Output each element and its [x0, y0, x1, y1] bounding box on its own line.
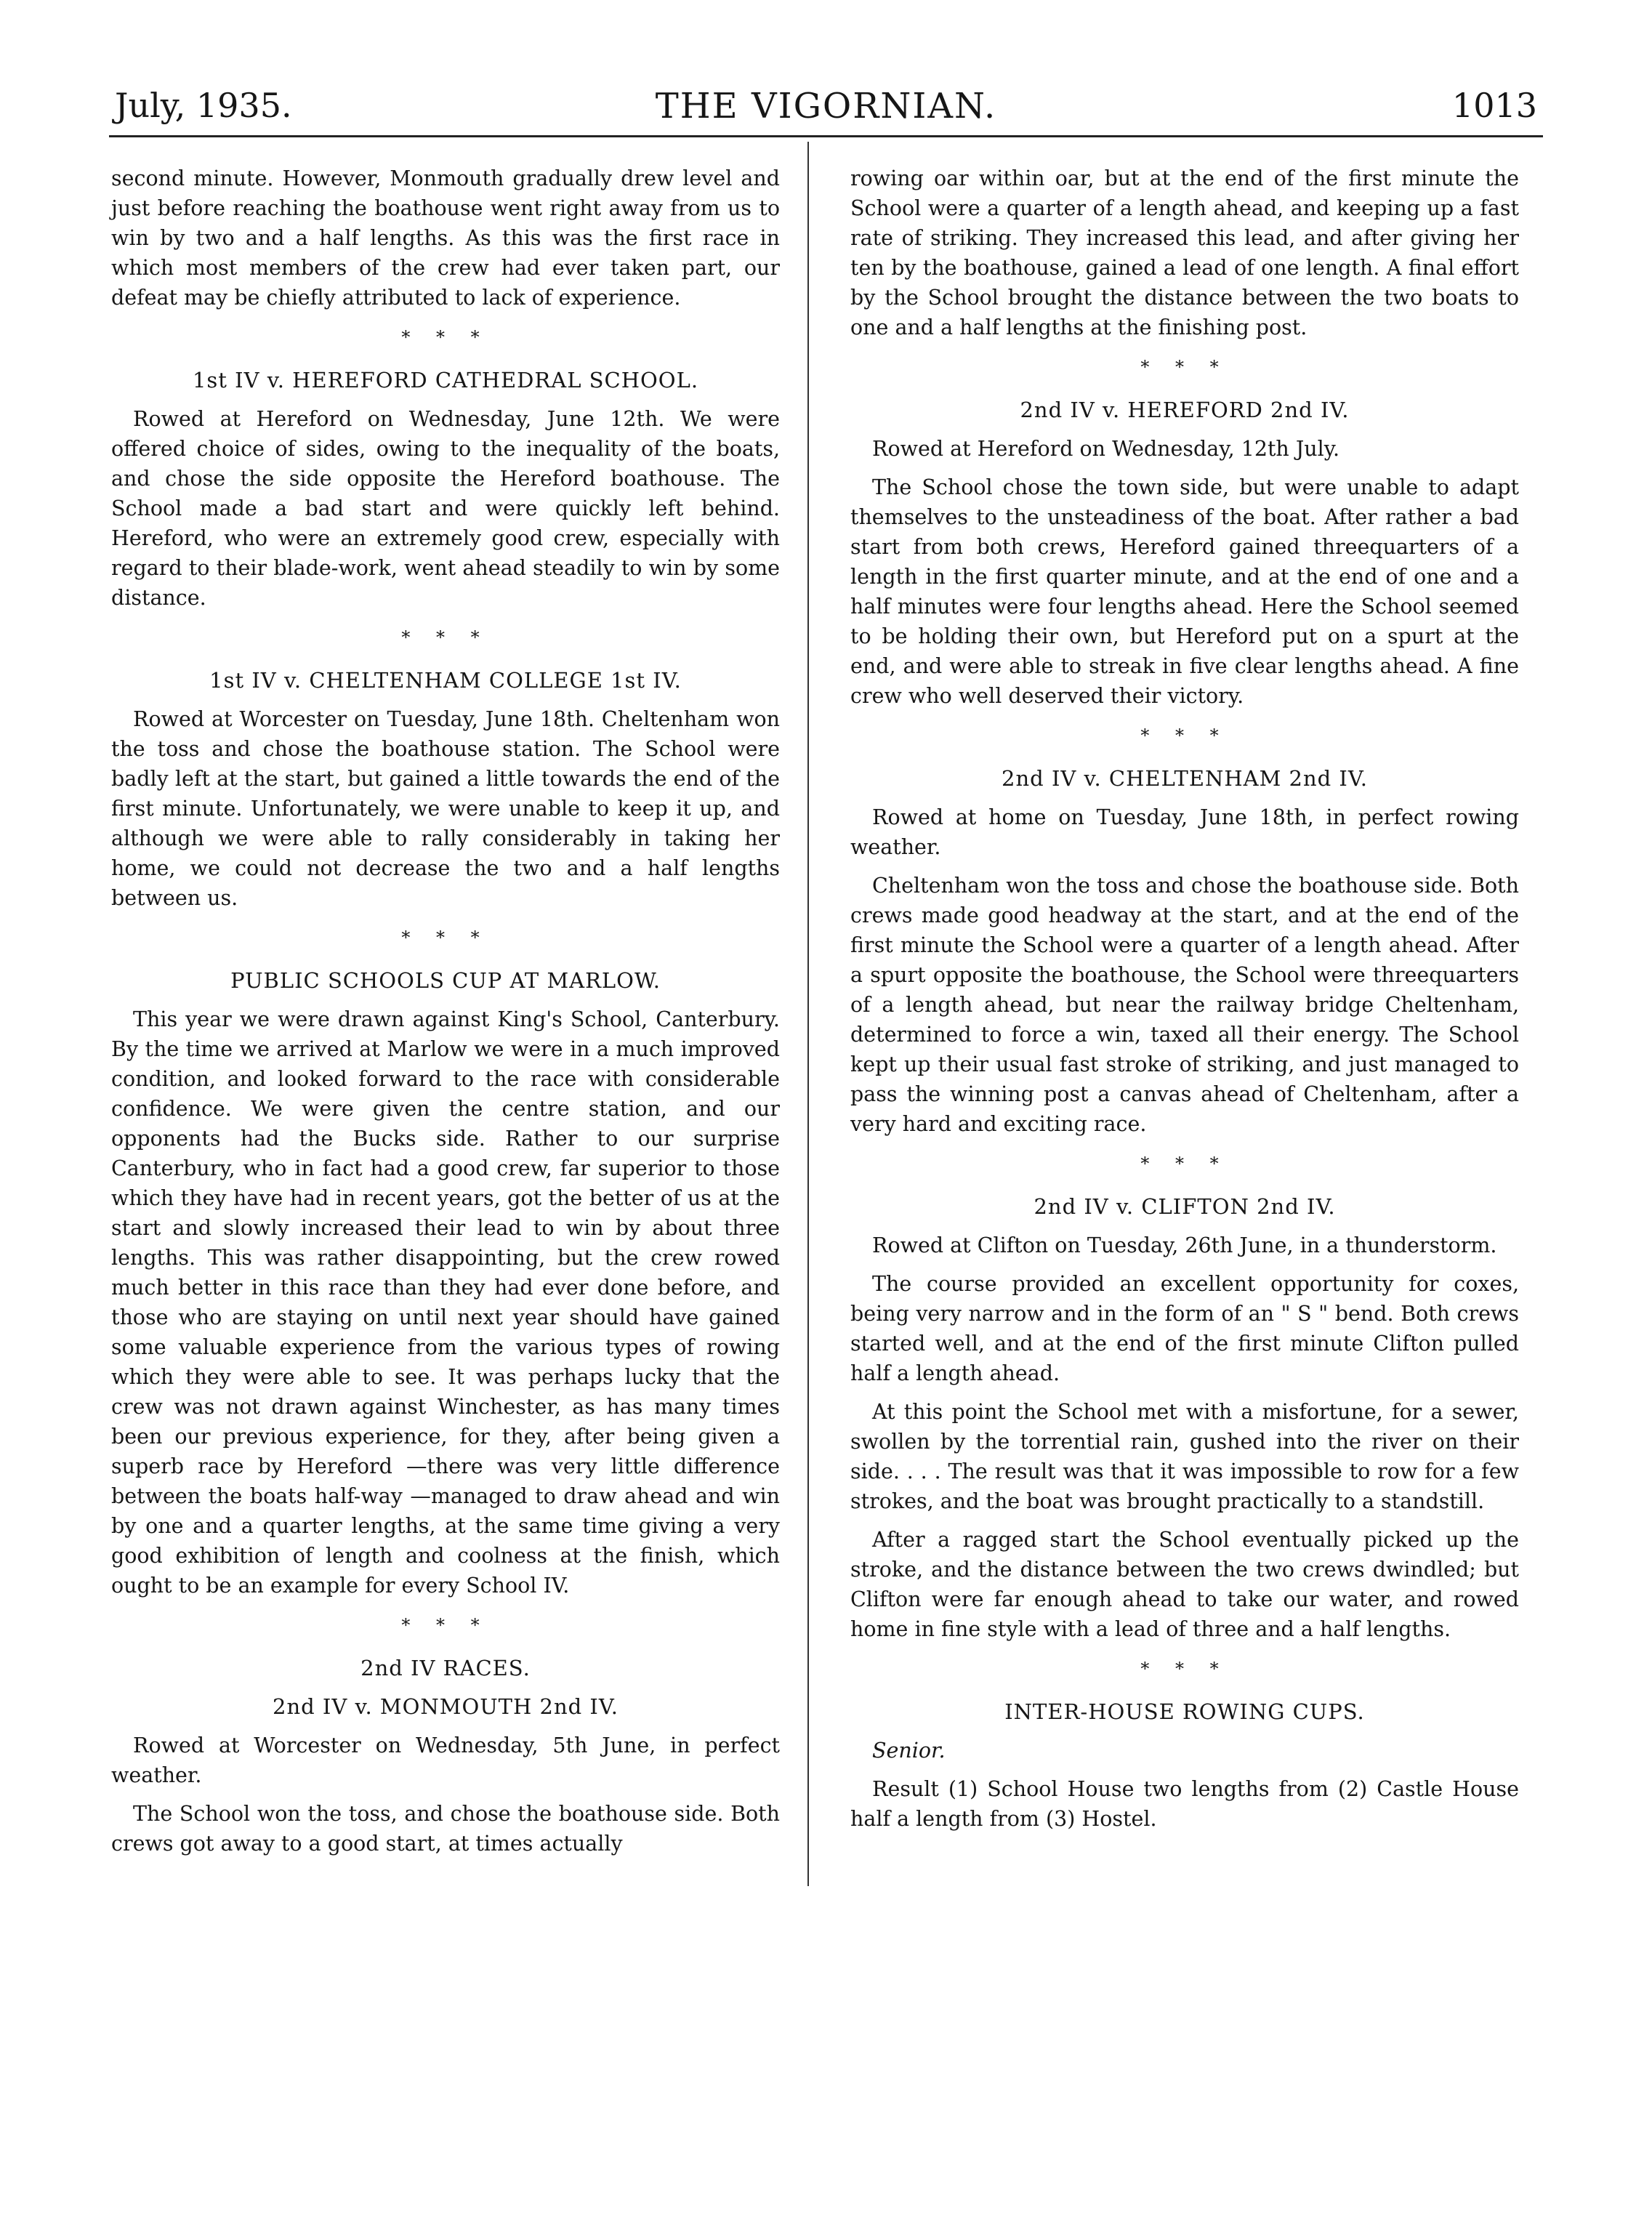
section-heading-2nd-iv-cheltenham: 2nd IV v. CHELTENHAM 2nd IV.: [1002, 766, 1368, 791]
paragraph: Rowed at Worcester on Wednesday, 5th June, in perfect weather.: [111, 1733, 780, 1787]
paragraph: The School won the toss, and chose the boathouse side. Both crews got away to a good start, at times actually: [111, 1802, 780, 1856]
paragraph: Rowed at home on Tuesday, June 18th, in perfect rowing weather.: [850, 805, 1519, 859]
running-header: [109, 86, 1543, 137]
section-heading-1st-iv-cheltenham: 1st IV v. CHELTENHAM COLLEGE 1st IV.: [209, 668, 682, 693]
paragraph: The School chose the town side, but were unable to adapt themselves to the unsteadiness of the boat. After rather a bad start from both crews, Hereford gained threequarters of a length in the first quarter minute, and at the end of one and a half minutes were four lengths ahead. Here the School seemed to be holding their own, but Hereford put on a spurt at the end, and were able to streak in five clear lengths ahead. A fine crew who well deserved their victory.: [850, 475, 1519, 708]
section-separator: * * *: [1140, 1153, 1229, 1174]
section-heading-2nd-iv-races: 2nd IV RACES.: [360, 1656, 531, 1680]
section-separator: * * *: [1140, 1659, 1229, 1679]
paragraph: Result (1) School House two lengths from (2) Castle House half a length from (3) Hostel.: [850, 1777, 1519, 1831]
section-separator: * * *: [401, 927, 490, 948]
paragraph: After a ragged start the School eventually picked up the stroke, and the distance between the two crews dwindled; but Clifton were far enough ahead to take our water, and rowed home in fine style with a lead of three and a half lengths.: [850, 1528, 1519, 1641]
left-column: [111, 164, 780, 1867]
section-separator: * * *: [1140, 357, 1229, 377]
paragraph: Cheltenham won the toss and chose the boathouse side. Both crews made good headway at the start, and at the end of the first minute the School were a quarter of a length ahead. After a spurt opposite the boathouse, the School were threequarters of a length ahead, but near the railway bridge Cheltenham, determined to force a win, taxed all their energy. The School kept up their usual fast stroke of striking, and just managed to pass the winning post a canvas ahead of Cheltenham, after a very hard and exciting race.: [850, 874, 1519, 1136]
section-separator: * * *: [401, 327, 490, 347]
section-heading-inter-house: INTER-HOUSE ROWING CUPS.: [1004, 1699, 1365, 1724]
paragraph: This year we were drawn against King's School, Canterbury. By the time we arrived at Marlow we were in a much improved condition, and looked forward to the race with considerable confidence. We were given the centre station, and our opponents had the Bucks side. Rather to our surprise Canterbury, who in fact had a good crew, far superior to those which they have had in recent years, got the better of us at the start and slowly increased their lead to win by about three lengths. This was rather disappointing, but the crew rowed much better in this race than they had ever done before, and those who are staying on until next year should have gained some valuable experience from the various types of rowing which they were able to see. It was perhaps lucky that the crew was not drawn against Winchester, as has many times been our previous experience, for they, after being given a superb race by Hereford —there was very little difference between the boats half-way —managed to draw ahead and win by one and a quarter lengths, at the same time giving a very good exhibition of length and coolness at the finish, which ought to be an example for every School IV.: [111, 1007, 780, 1598]
paragraph: Rowed at Worcester on Tuesday, June 18th. Cheltenham won the toss and chose the boathouse station. The School were badly left at the start, but gained a little towards the end of the first minute. Unfortunately, we were unable to keep it up, and although we were able to rally considerably in taking her home, we could not decrease the two and a half lengths between us.: [111, 707, 780, 910]
subheading-senior: Senior.: [872, 1739, 946, 1763]
section-separator: * * *: [1140, 725, 1229, 746]
paragraph: The course provided an excellent opportunity for coxes, being very narrow and in the form of an " S " bend. Both crews started well, and at the end of the first minute Clifton pulled half a length ahead.: [850, 1272, 1519, 1385]
issue-date: July, 1935.: [115, 86, 292, 125]
paragraph: At this point the School met with a misfortune, for a sewer, swollen by the torrential rain, gushed into the river on their side. . . . The result was that it was impossible to row for a few strokes, and the boat was brought practically to a standstill.: [850, 1400, 1519, 1513]
section-heading-2nd-iv-hereford: 2nd IV v. HEREFORD 2nd IV.: [1020, 398, 1350, 422]
page-number: 1013: [1451, 86, 1537, 125]
paragraph: Rowed at Hereford on Wednesday, 12th July.: [872, 437, 1340, 461]
section-heading-1st-iv-hereford: 1st IV v. HEREFORD CATHEDRAL SCHOOL.: [192, 368, 699, 392]
section-separator: * * *: [401, 1615, 490, 1635]
right-column: [850, 164, 1519, 1843]
paragraph: Rowed at Hereford on Wednesday, June 12th. We were offered choice of sides, owing to the inequality of the boats, and chose the side opposite the Hereford boathouse. The School made a bad start and were quickly left behind. Hereford, who were an extremely good crew, especially with regard to their blade-work, went ahead steadily to win by some distance.: [111, 407, 780, 610]
paragraph: Rowed at Clifton on Tuesday, 26th June, in a thunderstorm.: [872, 1233, 1497, 1257]
section-heading-2nd-iv-monmouth: 2nd IV v. MONMOUTH 2nd IV.: [273, 1694, 619, 1719]
continued-paragraph: second minute. However, Monmouth gradually drew level and just before reaching the boathouse went right away from us to win by two and a half lengths. As this was the first race in which most members of the crew had ever taken part, our defeat may be chiefly attributed to lack of experience.: [111, 166, 780, 310]
section-heading-marlow: PUBLIC SCHOOLS CUP AT MARLOW.: [230, 968, 661, 993]
section-heading-2nd-iv-clifton: 2nd IV v. CLIFTON 2nd IV.: [1033, 1194, 1336, 1219]
continued-paragraph: rowing oar within oar, but at the end of the first minute the School were a quarter of a length ahead, and keeping up a fast rate of striking. They increased this lead, and after giving her ten by the boathouse, gained a lead of one length. A final effort by the School brought the distance between the two boats to one and a half lengths at the finishing post.: [850, 166, 1519, 339]
section-separator: * * *: [401, 627, 490, 648]
journal-title: THE VIGORNIAN.: [655, 86, 997, 126]
column-divider: [807, 142, 809, 1886]
